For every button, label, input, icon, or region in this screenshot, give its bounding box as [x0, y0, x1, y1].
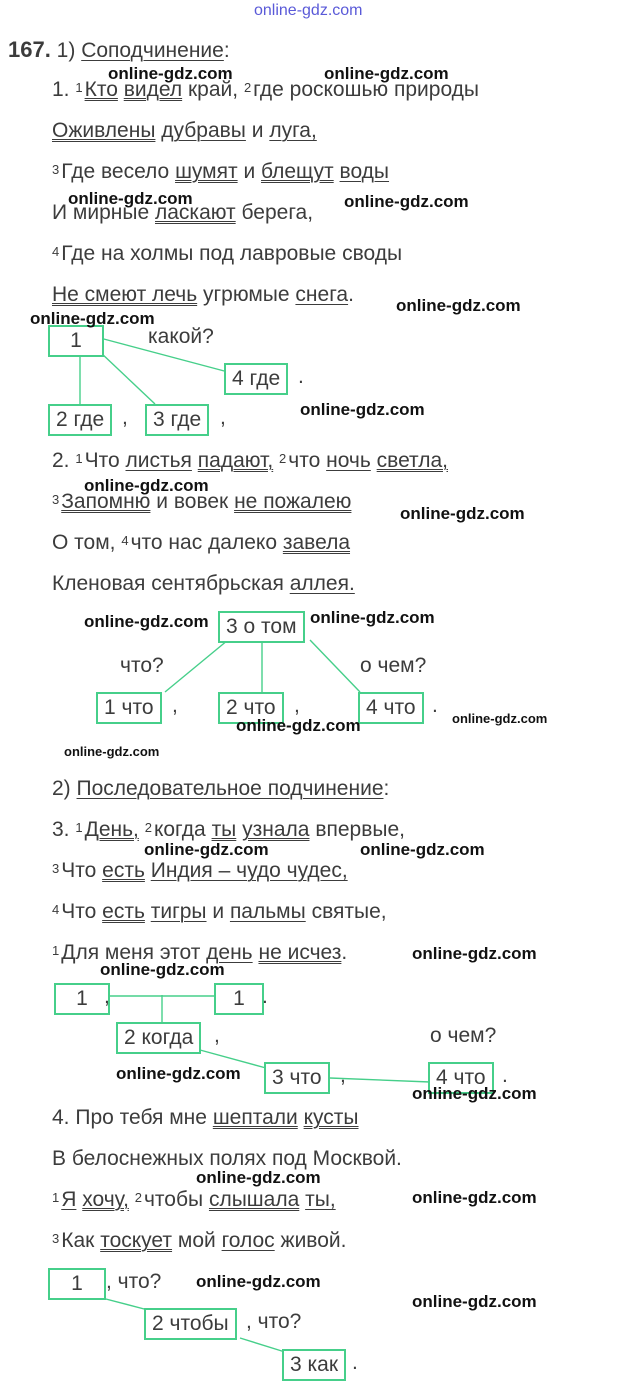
s1-scheme-box-2: 2 где	[48, 404, 112, 436]
watermark: online-gdz.com	[412, 944, 537, 963]
s4-scheme-dot: .	[352, 1351, 358, 1374]
part1-number: 1)	[56, 39, 76, 62]
s4-scheme-question-1: , что?	[106, 1270, 162, 1293]
s2-scheme-question-1: что?	[120, 654, 164, 677]
watermark: online-gdz.com	[116, 1064, 241, 1083]
s1-scheme-box-3: 3 где	[145, 404, 209, 436]
watermark: online-gdz.com	[84, 612, 209, 631]
watermark: online-gdz.com	[236, 716, 361, 735]
s3-scheme-question: о чем?	[430, 1024, 497, 1047]
watermark: online-gdz.com	[400, 504, 525, 523]
watermark: online-gdz.com	[144, 840, 269, 859]
s2-line1: 2. $^1$Что листья падают, $^2$что ночь светла,	[52, 449, 448, 472]
s3-line3: $^4$Что есть тигры и пальмы святые,	[52, 900, 387, 923]
s4-line2: В белоснежных полях под Москвой.	[52, 1147, 402, 1170]
watermark: online-gdz.com	[344, 192, 469, 211]
watermark: online-gdz.com	[412, 1188, 537, 1207]
s3-scheme-box-1b: 1	[214, 983, 264, 1015]
watermark: online-gdz.com	[64, 744, 160, 759]
s1-line6: Не смеют лечь угрюмые снега.	[52, 283, 354, 306]
s3-scheme-box-3: 3 что	[264, 1062, 330, 1094]
s2-line3: О том, $^4$что нас далеко завела	[52, 531, 351, 554]
s3-scheme-dot: .	[262, 985, 268, 1008]
watermark: online-gdz.com	[324, 64, 449, 83]
s4-scheme-question-2: , что?	[246, 1310, 302, 1333]
s3-scheme-comma: ,	[104, 985, 110, 1008]
s2-scheme-box-4: 4 что	[358, 692, 424, 724]
watermark: online-gdz.com	[396, 296, 521, 315]
watermark: online-gdz.com	[68, 189, 193, 208]
watermark: online-gdz.com	[30, 309, 155, 328]
watermark: online-gdz.com	[100, 960, 225, 979]
s2-line4: Кленовая сентябрьская аллея.	[52, 572, 355, 595]
s1-scheme-box-1: 1	[48, 325, 104, 357]
s2-scheme-question-2: о чем?	[360, 654, 427, 677]
watermark: online-gdz.com	[196, 1272, 321, 1291]
s3-scheme-box-4: 4 что	[428, 1062, 494, 1094]
s1-line4: И мирные ласкают берега,	[52, 201, 314, 224]
s3-line1: 3. $^1$День, $^2$когда ты узнала впервые,	[52, 818, 405, 841]
s4-scheme-box-3: 3 как	[282, 1349, 346, 1381]
s4-line4: $^3$Как тоскует мой голос живой.	[52, 1229, 347, 1252]
s4-line1: 4. Про тебя мне шептали кусты	[52, 1106, 359, 1129]
s3-scheme-comma-3: ,	[340, 1064, 346, 1087]
watermark: online-gdz.com	[108, 64, 233, 83]
watermark: online-gdz.com	[452, 711, 548, 726]
watermark: online-gdz.com	[360, 840, 485, 859]
s1-line1: 1. $^1$Кто видел край, $^2$где роскошью природы	[52, 78, 480, 101]
s1-scheme-dot: .	[298, 365, 304, 388]
s2-scheme-comma-1: ,	[172, 694, 178, 717]
s4-line3: $^1$Я хочу, $^2$чтобы слышала ты,	[52, 1188, 336, 1211]
part2-header: 2) Последовательное подчинение:	[52, 777, 390, 800]
s4-scheme-box-2: 2 чтобы	[144, 1308, 237, 1340]
watermark: online-gdz.com	[310, 608, 435, 627]
watermark-top: online-gdz.com	[254, 2, 363, 19]
watermark: online-gdz.com	[84, 476, 209, 495]
s3-scheme-dot-4: .	[502, 1064, 508, 1087]
s2-scheme-box-3: 3 о том	[218, 611, 305, 643]
s3-line2: $^3$Что есть Индия – чудо чудес,	[52, 859, 348, 882]
s2-line2: $^3$Запомню и вовек не пожалею	[52, 490, 352, 513]
s2-scheme-dot: .	[432, 694, 438, 717]
s1-scheme-box-4: 4 где	[224, 363, 288, 395]
s2-scheme-box-1: 1 что	[96, 692, 162, 724]
s1-scheme-question: какой?	[148, 325, 214, 348]
watermark: online-gdz.com	[300, 400, 425, 419]
s2-scheme-comma-2: ,	[294, 694, 300, 717]
colon: :	[223, 39, 230, 62]
s1-scheme-comma-3: ,	[220, 406, 226, 429]
s1-scheme-comma-2: ,	[122, 406, 128, 429]
s3-line4: $^1$Для меня этот день не исчез.	[52, 941, 348, 964]
exercise-number: 167.	[8, 37, 51, 62]
s3-scheme-comma-2: ,	[214, 1024, 220, 1047]
s1-line3: $^3$Где весело шумят и блещут воды	[52, 160, 390, 183]
s1-line5: $^4$Где на холмы под лавровые своды	[52, 242, 403, 265]
watermark: online-gdz.com	[196, 1168, 321, 1187]
watermark: online-gdz.com	[412, 1292, 537, 1311]
s2-scheme-box-2: 2 что	[218, 692, 284, 724]
watermark: online-gdz.com	[412, 1084, 537, 1103]
s3-scheme-box-2: 2 когда	[116, 1022, 201, 1054]
exercise-header	[8, 37, 230, 64]
s3-scheme-box-1a: 1	[54, 983, 110, 1015]
s4-scheme-box-1: 1	[48, 1268, 106, 1300]
s1-line2: Оживлены дубравы и луга,	[52, 119, 317, 142]
part1-title: Соподчинение	[81, 39, 224, 62]
